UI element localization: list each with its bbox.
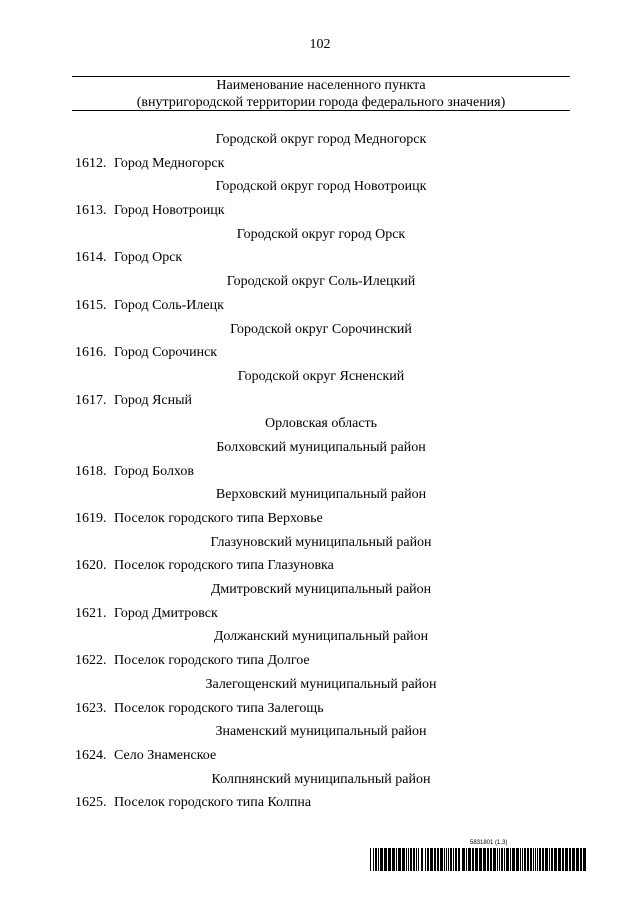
table-header	[72, 77, 570, 111]
list-item	[0, 554, 640, 578]
barcode-bar	[499, 848, 500, 871]
barcode-bar	[425, 848, 426, 871]
barcode-bar	[468, 848, 471, 871]
barcode-bar	[466, 848, 467, 871]
list-item	[0, 246, 640, 270]
section-heading: Городской округ Сорочинский	[230, 321, 412, 337]
table-header-line-1: Наименование населенного пункта	[216, 78, 426, 93]
barcode-bar	[522, 848, 523, 871]
list-item-number: 1617.	[75, 392, 107, 408]
barcode-bar	[410, 848, 412, 871]
barcode-bar	[562, 848, 564, 871]
list-item	[0, 649, 640, 673]
list-item-number: 1620.	[75, 558, 107, 574]
barcode-bar	[580, 848, 582, 871]
section-heading: Верховский муниципальный район	[215, 487, 427, 503]
barcode-bar	[551, 848, 553, 871]
settlement-list	[0, 128, 640, 815]
section-heading: Городской округ Соль-Илецкий	[226, 274, 416, 290]
barcode-bar	[421, 848, 423, 871]
barcode-bar	[413, 848, 415, 871]
list-item-name: Город Ясный	[114, 392, 193, 408]
list-item-name: Поселок городского типа Колпна	[114, 795, 312, 811]
barcode-bar	[504, 848, 505, 871]
barcode-bar	[572, 848, 575, 871]
barcode-bar	[384, 848, 387, 871]
list-item-name: Город Орск	[114, 250, 183, 266]
barcode-bar	[583, 848, 586, 871]
section-heading: Залегощенский муниципальный район	[205, 676, 437, 692]
barcode-bar	[565, 848, 568, 871]
list-item-number: 1623.	[75, 700, 107, 716]
barcode-bar	[458, 848, 460, 871]
barcode-bar	[434, 848, 436, 871]
list-item-name: Город Сорочинск	[114, 345, 218, 361]
section-heading: Должанский муниципальный район	[213, 629, 429, 645]
section-heading: Городской округ город Новотроицк	[215, 179, 427, 195]
barcode-bar	[392, 848, 395, 871]
barcode-bar	[472, 848, 474, 871]
barcode-bar	[558, 848, 561, 871]
barcode-bar	[388, 848, 391, 871]
section-heading: Орловская область	[264, 416, 378, 432]
list-item	[0, 602, 640, 626]
barcode-bar	[448, 848, 449, 871]
barcode-bar	[487, 848, 489, 871]
list-item-number: 1618.	[75, 463, 107, 479]
barcode-bar	[396, 848, 397, 871]
section-heading: Городской округ город Медногорск	[215, 132, 427, 147]
barcode-bar	[569, 848, 571, 871]
barcode-bar	[453, 848, 454, 871]
list-item	[0, 152, 640, 176]
list-item	[0, 744, 640, 768]
page-number: 102	[309, 37, 331, 52]
section-heading: Болховский муниципальный район	[216, 439, 426, 455]
barcode-bar	[537, 848, 538, 871]
section-heading: Городской округ город Орск	[236, 226, 406, 242]
barcode-bar	[380, 848, 383, 871]
barcode-bar	[497, 848, 498, 871]
barcode-bar	[475, 848, 478, 871]
barcode-bar	[576, 848, 579, 871]
barcode-bar	[444, 848, 445, 871]
barcode-bar	[524, 848, 526, 871]
list-item-number: 1622.	[75, 653, 107, 669]
barcode-bar	[527, 848, 529, 871]
list-item-name: Город Болхов	[114, 463, 195, 479]
barcode-bar	[437, 848, 439, 871]
barcode-bar	[545, 848, 548, 871]
barcode-bar	[370, 848, 371, 871]
barcode-bar	[483, 848, 486, 871]
barcode-bar	[402, 848, 405, 871]
list-item	[0, 697, 640, 721]
list-item	[0, 460, 640, 484]
barcode-bar	[378, 848, 379, 871]
barcode-bar	[479, 848, 482, 871]
list-item-name: Город Медногорск	[114, 155, 225, 171]
list-item-number: 1613.	[75, 203, 107, 219]
list-item	[0, 341, 640, 365]
list-item-number: 1614.	[75, 250, 107, 266]
barcode-bar	[554, 848, 557, 871]
barcode-bar	[406, 848, 407, 871]
barcode-bar	[430, 848, 433, 871]
barcode	[370, 848, 586, 871]
barcode-bar	[506, 848, 509, 871]
list-item-name: Поселок городского типа Долгое	[114, 653, 310, 669]
barcode-bar	[530, 848, 532, 871]
section-heading: Колпнянский муниципальный район	[211, 771, 431, 787]
barcode-bar	[398, 848, 401, 871]
barcode-bar	[416, 848, 417, 871]
barcode-bar	[408, 848, 409, 871]
barcode-bar	[455, 848, 457, 871]
barcode-bar	[450, 848, 452, 871]
barcode-bar	[533, 848, 534, 871]
barcode-bar	[373, 848, 374, 871]
list-item	[0, 791, 640, 815]
barcode-bar	[427, 848, 429, 871]
list-item	[0, 199, 640, 223]
list-item-name: Поселок городского типа Глазуновка	[114, 558, 334, 574]
section-heading: Знаменский муниципальный район	[215, 724, 427, 740]
list-item-name: Поселок городского типа Верховье	[114, 511, 323, 526]
list-item-name: Город Новотроицк	[114, 203, 225, 219]
barcode-bar	[516, 848, 519, 871]
table-header-bottom-rule	[72, 110, 570, 111]
barcode-caption: 5831801 (1.3)	[470, 840, 508, 846]
barcode-bar	[462, 848, 465, 871]
barcode-bar	[549, 848, 550, 871]
section-heading: Глазуновский муниципальный район	[210, 534, 432, 550]
list-item-number: 1615.	[75, 297, 107, 313]
list-item-name: Поселок городского типа Залегощь	[114, 700, 324, 716]
list-item-name: Город Соль-Илецк	[114, 297, 224, 313]
barcode-bar	[375, 848, 377, 871]
barcode-bar	[512, 848, 515, 871]
list-item	[0, 389, 640, 413]
list-item-number: 1621.	[75, 605, 107, 621]
section-heading: Дмитровский муниципальный район	[210, 582, 432, 598]
barcode-bar	[510, 848, 511, 871]
list-item	[0, 507, 640, 531]
list-item-number: 1619.	[75, 511, 107, 526]
barcode-bar	[520, 848, 521, 871]
list-item-number: 1616.	[75, 345, 107, 361]
barcode-bar	[501, 848, 503, 871]
list-item-number: 1625.	[75, 795, 107, 811]
table-header-line-2: (внутригородской территории города федерального значения)	[136, 95, 506, 110]
barcode-bar	[542, 848, 544, 871]
list-item-name: Село Знаменское	[114, 747, 217, 763]
barcode-bar	[440, 848, 443, 871]
barcode-bar	[446, 848, 447, 871]
list-item-number: 1612.	[75, 155, 107, 171]
section-heading: Городской округ Ясненский	[237, 368, 405, 384]
barcode-bar	[418, 848, 419, 871]
barcode-bar	[535, 848, 536, 871]
list-item-number: 1624.	[75, 747, 107, 763]
barcode-bar	[490, 848, 492, 871]
barcode-bar	[493, 848, 496, 871]
barcode-bar	[539, 848, 541, 871]
list-item-name: Город Дмитровск	[114, 605, 218, 621]
list-item	[0, 294, 640, 318]
